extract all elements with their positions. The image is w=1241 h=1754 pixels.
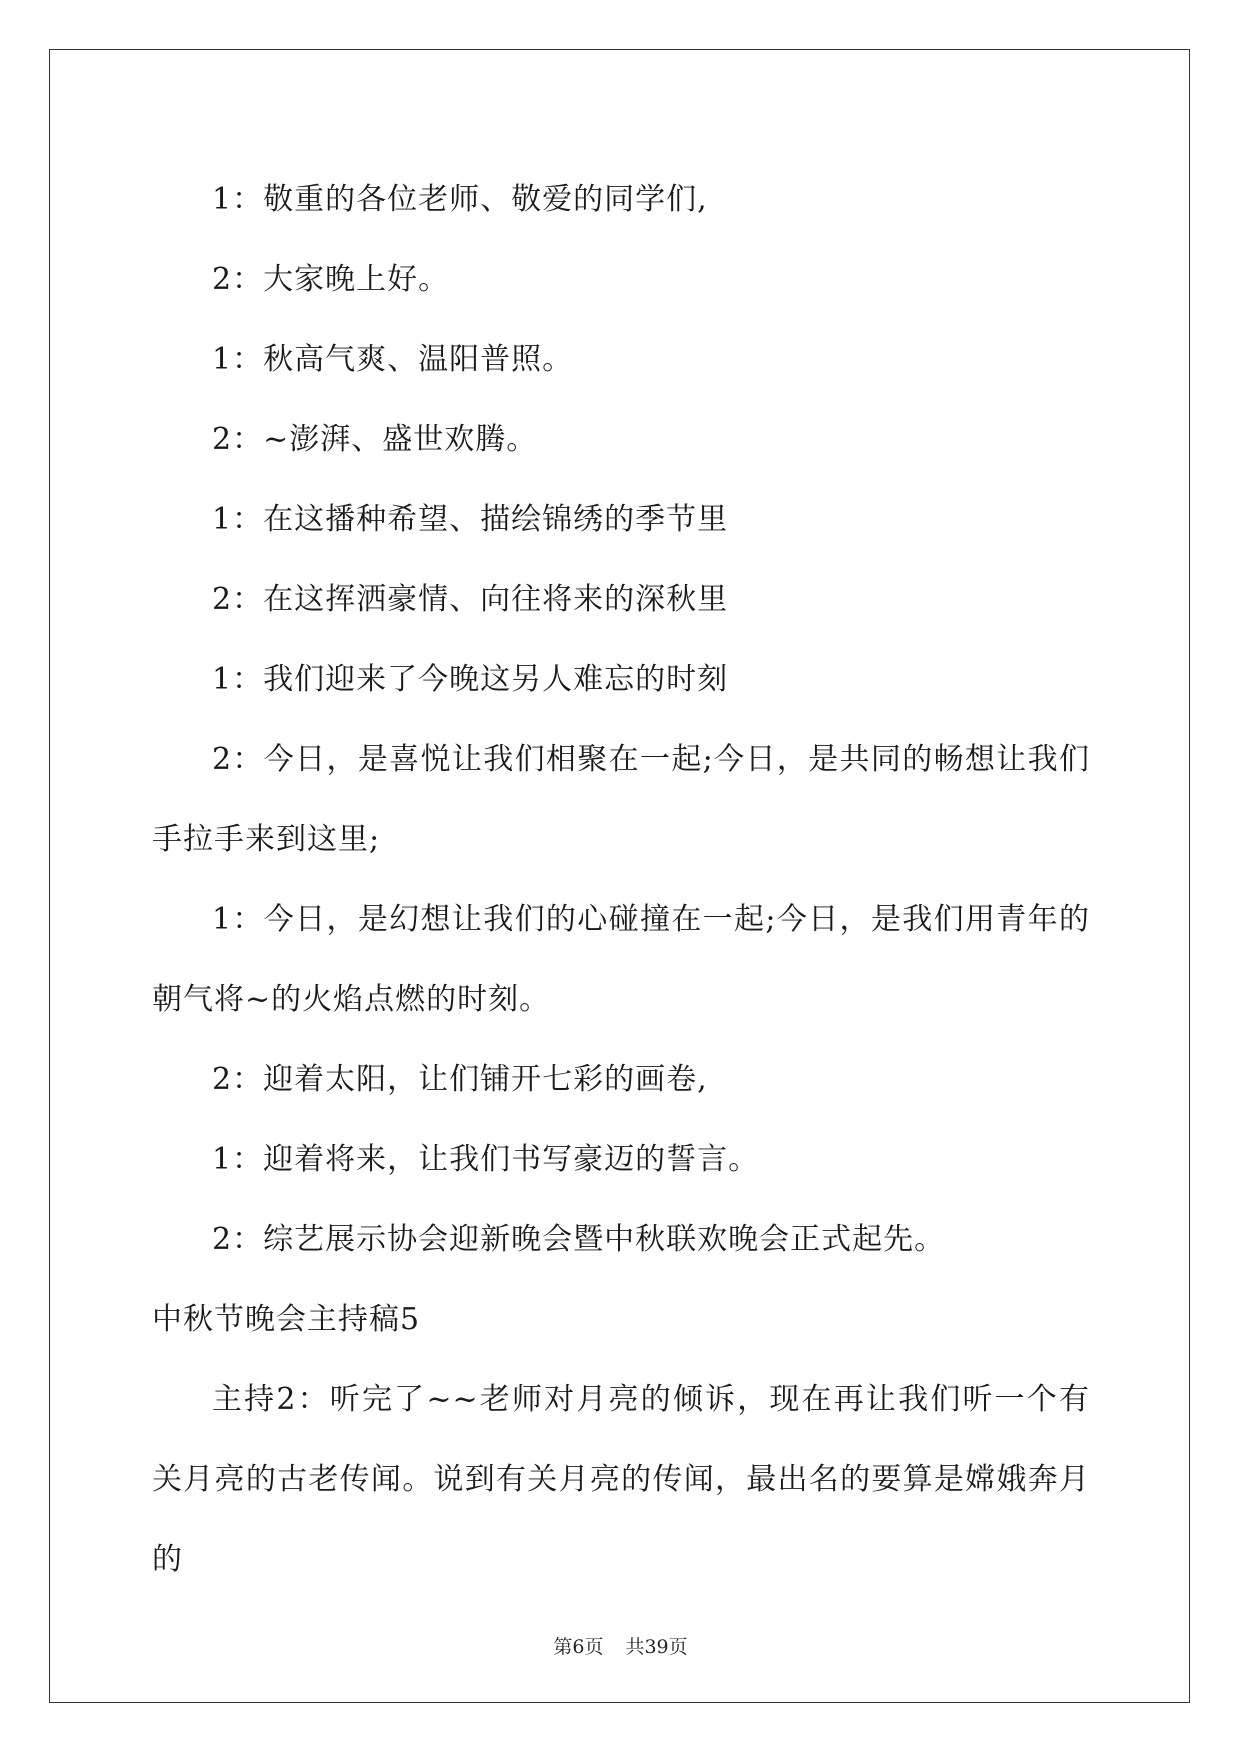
page-total: 共39页 [625, 1636, 688, 1658]
paragraph-6: 2：在这挥洒豪情、向往将来的深秋里 [212, 582, 729, 617]
paragraph-4: 2：~澎湃、盛世欢腾。 [212, 422, 538, 457]
paragraph-11: 1：迎着将来，让我们书写豪迈的誓言。 [212, 1142, 760, 1177]
page-number: 第6页 [553, 1636, 604, 1658]
paragraph-3: 1：秋高气爽、温阳普照。 [212, 342, 574, 377]
section-paragraph: 主持2：听完了~~老师对月亮的倾诉，现在再让我们听一个有关月亮的古老传闻。说到有关月亮的传闻，最出名的要算是嫦娥奔月的 [152, 1382, 1090, 1577]
paragraph-10: 2：迎着太阳，让们铺开七彩的画卷, [212, 1062, 708, 1097]
paragraph-5: 1：在这播种希望、描绘锦绣的季节里 [212, 502, 729, 537]
document-body [152, 160, 1090, 1600]
paragraph-8: 2：今日，是喜悦让我们相聚在一起;今日，是共同的畅想让我们手拉手来到这里; [152, 742, 1090, 857]
page-footer [0, 1632, 1241, 1659]
paragraph-1: 1：敬重的各位老师、敬爱的同学们, [212, 182, 708, 217]
paragraph-9: 1：今日，是幻想让我们的心碰撞在一起;今日，是我们用青年的朝气将~的火焰点燃的时刻。 [152, 902, 1090, 1017]
paragraph-7: 1：我们迎来了今晚这另人难忘的时刻 [212, 662, 729, 697]
section-heading: 中秋节晚会主持稿5 [152, 1302, 421, 1337]
paragraph-2: 2：大家晚上好。 [212, 262, 450, 297]
paragraph-12: 2：综艺展示协会迎新晚会暨中秋联欢晚会正式起先。 [212, 1222, 946, 1257]
